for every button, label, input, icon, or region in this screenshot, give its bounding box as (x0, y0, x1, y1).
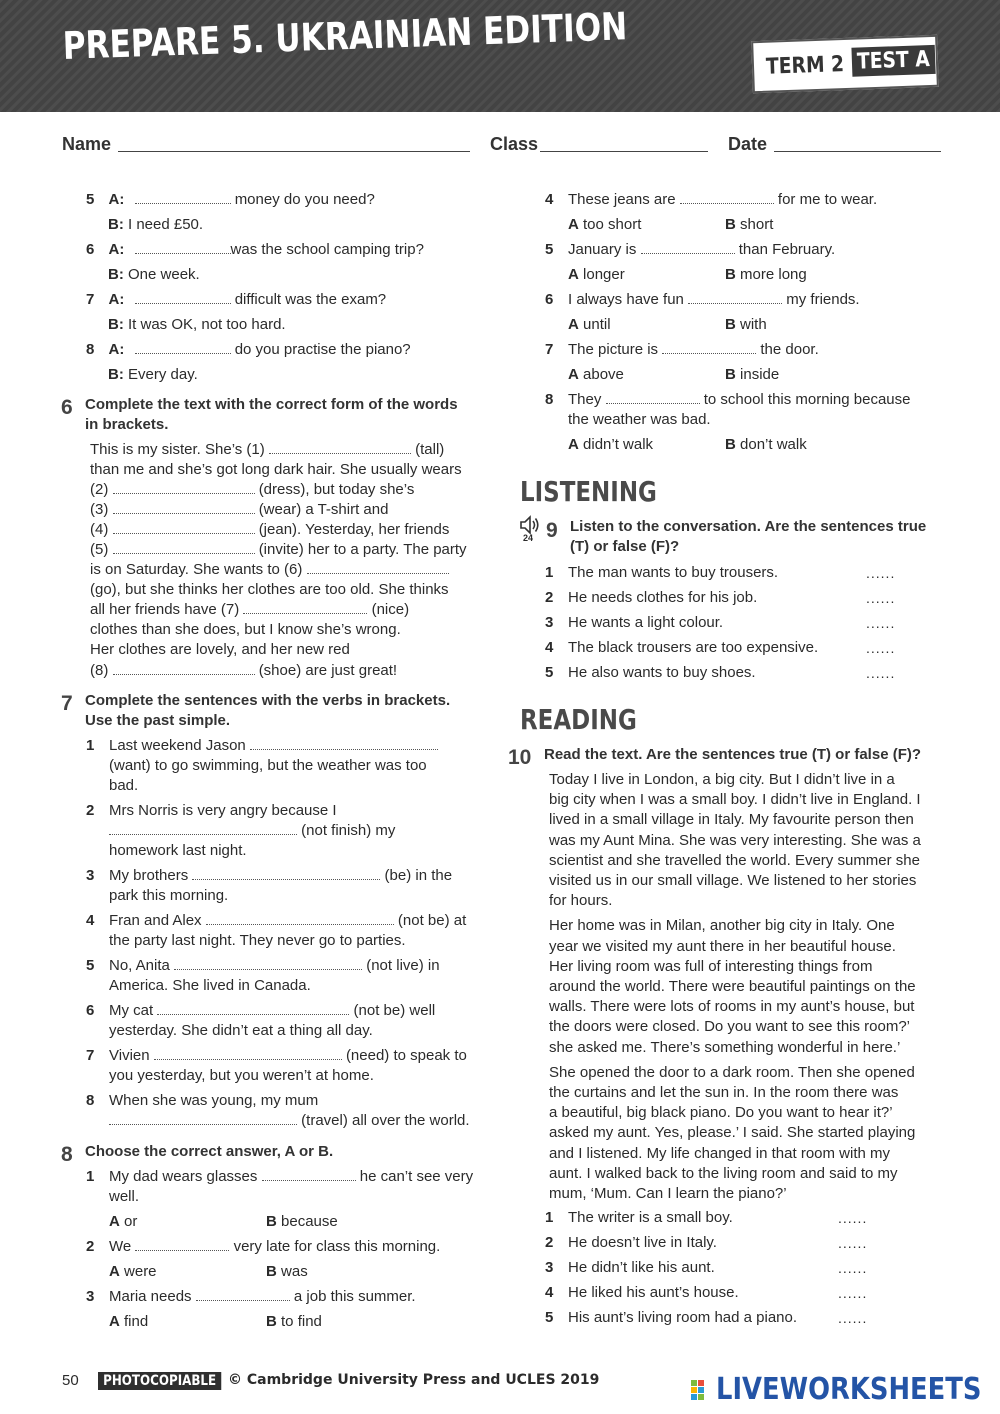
option-letter: A (568, 366, 579, 383)
passage-line: for hours. (549, 892, 613, 910)
item-number: 1 (545, 564, 554, 581)
date-field[interactable] (774, 151, 941, 152)
option-b[interactable] (266, 1312, 322, 1332)
section-6-instruction-1: Complete the text with the correct form of the words (85, 396, 458, 413)
option-letter: B (725, 366, 736, 383)
track-number: 24 (523, 533, 534, 543)
question-text: do you practise the piano? (234, 341, 411, 358)
sentence: My dad wears glasses (109, 1168, 258, 1185)
sentence: They (568, 391, 602, 408)
section-7-instruction-2: Use the past simple. (85, 712, 231, 729)
sentence: January is (568, 241, 637, 258)
speaker-a: A: (108, 191, 125, 208)
sentence: (want) to go swimming, but the weather was too (109, 757, 427, 774)
item-number: 8 (545, 391, 554, 408)
answer-blank[interactable] (135, 290, 231, 304)
text-line: (nice) (371, 601, 410, 618)
text-line: than me and she’s got long dark hair. She usually wears (90, 461, 462, 478)
option-a[interactable] (568, 365, 624, 385)
section-8-instruction: Choose the correct answer, A or B. (85, 1143, 334, 1160)
option-text: to find (281, 1313, 322, 1330)
option-b[interactable] (266, 1212, 338, 1232)
option-b[interactable] (725, 265, 807, 285)
sentence: than February. (738, 241, 836, 258)
option-text: was (281, 1263, 308, 1280)
answer-blank-2[interactable] (113, 480, 255, 494)
option-text: until (583, 316, 611, 333)
answer-blank[interactable] (688, 290, 782, 304)
option-b[interactable] (266, 1262, 308, 1282)
section-9-instruction-2: (T) or false (F)? (570, 538, 680, 555)
answer-blank[interactable] (154, 1046, 342, 1060)
text-line: (dress), but today she’s (258, 481, 415, 498)
option-b[interactable] (725, 215, 773, 235)
s5-item-7-reply (108, 315, 286, 335)
item-number: 4 (545, 639, 554, 656)
statement: He liked his aunt’s house. (568, 1284, 739, 1301)
sentence: America. She lived in Canada. (109, 977, 311, 994)
text-line: (5) (90, 541, 109, 558)
sentence: he can’t see very (359, 1168, 474, 1185)
tf-answer-blank[interactable]: ...... (838, 1235, 868, 1251)
passage-line: big city when I was a small boy. I didn’t live in England. I (549, 791, 921, 809)
sentence: Maria needs (109, 1288, 192, 1305)
item-number: 3 (545, 614, 554, 631)
answer-blank[interactable] (606, 390, 700, 404)
item-number: 4 (545, 1284, 554, 1301)
option-text: were (124, 1263, 157, 1280)
section-9-instruction-1: Listen to the conversation. Are the sentences true (570, 518, 927, 535)
s5-item-8-reply (108, 365, 198, 385)
answer-blank[interactable] (174, 956, 362, 970)
section-7-instruction-1: Complete the sentences with the verbs in brackets. (85, 692, 451, 709)
sentence: park this morning. (109, 887, 229, 904)
s5-item-5 (86, 190, 375, 210)
sentence: homework last night. (109, 842, 247, 859)
statement: His aunt’s living room had a piano. (568, 1309, 798, 1326)
passage-line: Her home was in Milan, another big city in Italy. One (549, 917, 895, 935)
answer-blank[interactable] (206, 911, 394, 925)
option-text: because (281, 1213, 338, 1230)
passage-line: the doors were closed. Do you want to see this room?’ (549, 1018, 911, 1036)
item-number: 1 (86, 1168, 95, 1185)
option-letter: A (109, 1313, 120, 1330)
answer-blank-8[interactable] (113, 661, 255, 675)
sentence: These jeans are (568, 191, 676, 208)
sentence: No, Anita (109, 957, 170, 974)
reply-text: I need £50. (128, 216, 204, 233)
passage-line: a beautiful, big black piano. Do you want to hear it?’ (549, 1104, 893, 1122)
item-number: 3 (86, 867, 95, 884)
passage-line: aunt. I walked back to the living room and said to my (549, 1164, 898, 1182)
item-number: 4 (86, 912, 95, 929)
item-number: 8 (86, 341, 95, 358)
item-number: 5 (545, 1309, 554, 1326)
sentence: a job this summer. (293, 1288, 416, 1305)
sentence: the weather was bad. (568, 411, 711, 428)
class-field[interactable] (540, 151, 708, 152)
statement: He didn’t like his aunt. (568, 1259, 715, 1276)
item-number: 5 (545, 241, 554, 258)
reply-text: One week. (128, 266, 200, 283)
audio-speaker-icon[interactable] (519, 515, 541, 543)
option-text: didn’t walk (583, 436, 654, 453)
answer-blank-1[interactable] (269, 440, 411, 454)
statement: He needs clothes for his job. (568, 589, 758, 606)
sentence: bad. (109, 777, 139, 794)
passage-line: scientist and she travelled the world. Every summer she (549, 851, 920, 869)
answer-blank[interactable] (157, 1001, 349, 1015)
text-line: (tall) (415, 441, 445, 458)
section-6-number: 6 (61, 396, 73, 419)
answer-blank[interactable] (662, 340, 756, 354)
option-letter: B (266, 1213, 277, 1230)
passage-line: year we visited my aunt there in her beautiful house. (549, 937, 896, 955)
photocopiable-badge: PHOTOCOPIABLE (98, 1372, 221, 1390)
text-line: (wear) a T-shirt and (258, 501, 389, 518)
question-text: money do you need? (234, 191, 375, 208)
item-number: 4 (545, 191, 554, 208)
section-7-number: 7 (61, 692, 73, 715)
item-number: 1 (545, 1209, 554, 1226)
option-letter: A (568, 216, 579, 233)
passage-line: mum, ‘Mum. Can I learn the piano?’ (549, 1185, 787, 1202)
option-b[interactable] (725, 435, 807, 455)
statement: The writer is a small boy. (568, 1209, 733, 1226)
answer-blank[interactable] (262, 1167, 356, 1181)
page-number: 50 (62, 1372, 79, 1389)
sentence: My brothers (109, 867, 189, 884)
answer-blank[interactable] (680, 190, 774, 204)
option-letter: B (725, 436, 736, 453)
text-line: (invite) her to a party. The party (258, 541, 467, 558)
speaker-b: B: (108, 366, 124, 383)
passage-line: the curtains and let the sun in. In the room there was (549, 1084, 899, 1101)
test-label: TEST A (851, 45, 935, 77)
sentence: Mrs Norris is very angry because I (109, 802, 337, 819)
answer-blank-6[interactable] (307, 560, 449, 574)
passage-line: She opened the door to a dark room. Then she opened (549, 1063, 915, 1081)
passage-line: walls. There were lots of rooms in my aunt’s house, but (549, 998, 915, 1016)
sentence: (not finish) my (301, 822, 396, 839)
option-letter: B (266, 1263, 277, 1280)
sentence: you yesterday, but you weren’t at home. (109, 1067, 374, 1084)
term-label: TERM 2 (765, 52, 845, 80)
option-text: short (740, 216, 774, 233)
item-number: 6 (545, 291, 554, 308)
listening-heading: LISTENING (520, 475, 657, 508)
item-number: 2 (86, 1238, 95, 1255)
tf-answer-blank[interactable]: ...... (866, 665, 896, 681)
item-number: 1 (86, 737, 95, 754)
passage-line: lived in a small village in Italy. My favourite person then (549, 811, 914, 829)
s5-item-5-reply (108, 215, 203, 235)
passage-line: visited us in our small village. We listened to her stories (549, 872, 917, 889)
option-letter: A (568, 436, 579, 453)
option-a[interactable] (109, 1262, 157, 1282)
sentence: Fran and Alex (109, 912, 202, 929)
option-a[interactable] (109, 1312, 148, 1332)
sentence: When she was young, my mum (109, 1092, 319, 1109)
statement: The black trousers are too expensive. (568, 639, 819, 656)
sentence: The picture is (568, 341, 659, 358)
speaker-a: A: (108, 291, 125, 308)
tf-answer-blank[interactable]: ...... (838, 1210, 868, 1226)
option-a[interactable] (568, 215, 641, 235)
text-line: This is my sister. She’s (1) (90, 441, 265, 458)
text-line: (8) (90, 662, 109, 679)
sentence: very late for class this morning. (233, 1238, 441, 1255)
answer-blank[interactable] (192, 866, 380, 880)
option-a[interactable] (568, 265, 625, 285)
tf-answer-blank[interactable]: ...... (866, 640, 896, 656)
item-number: 6 (86, 1002, 95, 1019)
item-number: 7 (545, 341, 554, 358)
option-letter: B (725, 316, 736, 333)
option-letter: A (568, 266, 579, 283)
option-a[interactable] (568, 435, 653, 455)
answer-blank[interactable] (250, 736, 438, 750)
sentence: yesterday. She didn’t eat a thing all day. (109, 1022, 373, 1039)
sentence: well. (109, 1188, 140, 1205)
passage-line: around the world. There were beautiful paintings on the (549, 978, 916, 995)
passage-line: was my Aunt Mina. She was very interesting. She was a (549, 831, 921, 849)
answer-blank[interactable] (109, 1111, 297, 1125)
item-number: 5 (86, 191, 95, 208)
speaker-b: B: (108, 216, 124, 233)
sentence: (be) in the (384, 867, 453, 884)
text-line: (shoe) are just great! (258, 662, 398, 679)
reading-heading: READING (520, 703, 637, 736)
option-text: or (124, 1213, 138, 1230)
option-text: inside (740, 366, 780, 383)
answer-blank[interactable] (135, 190, 231, 204)
s5-item-6-reply (108, 265, 200, 285)
tf-answer-blank[interactable]: ...... (866, 565, 896, 581)
s5-item-7 (86, 290, 386, 310)
name-field[interactable] (118, 151, 470, 152)
statement: He also wants to buy shoes. (568, 664, 756, 681)
sentence: the door. (760, 341, 819, 358)
tf-answer-blank[interactable]: ...... (838, 1285, 868, 1301)
copyright: © Cambridge University Press and UCLES 2019 (228, 1372, 600, 1388)
passage-line: asked my aunt. Yes, please.’ I said. She started playing (549, 1124, 916, 1142)
option-text: don’t walk (740, 436, 807, 453)
class-label: Class (490, 134, 539, 154)
item-number: 2 (545, 589, 554, 606)
sentence: (not be) well (353, 1002, 436, 1019)
section-6-instruction-2: in brackets. (85, 416, 169, 433)
statement: He doesn’t live in Italy. (568, 1234, 717, 1251)
reply-text: It was OK, not too hard. (128, 316, 286, 333)
text-line: clothes than she does, but I know she’s wrong. (90, 621, 401, 638)
sentence: Last weekend Jason (109, 737, 246, 754)
reply-text: Every day. (128, 366, 198, 383)
date-label: Date (728, 134, 768, 154)
passage-line: she asked me. There’s something wonderful in here.’ (549, 1038, 901, 1056)
speaker-a: A: (108, 341, 125, 358)
passage-line: and I listened. My life changed in that room with my (549, 1144, 891, 1162)
text-line: (3) (90, 501, 109, 518)
item-number: 2 (86, 802, 95, 819)
option-letter: A (109, 1213, 120, 1230)
statement: He wants a light colour. (568, 614, 724, 631)
sentence: (need) to speak to (345, 1047, 467, 1064)
speaker-b: B: (108, 316, 124, 333)
question-text: was the school camping trip? (230, 241, 424, 258)
answer-blank[interactable] (109, 821, 297, 835)
s5-item-8 (86, 340, 411, 360)
section-10-number: 10 (508, 746, 532, 769)
item-number: 8 (86, 1092, 95, 1109)
text-line: (jean). Yesterday, her friends (258, 521, 450, 538)
liveworksheets-logo-icon (690, 1379, 712, 1408)
text-line: (2) (90, 481, 109, 498)
item-number: 7 (86, 291, 95, 308)
speaker-b: B: (108, 266, 124, 283)
item-number: 5 (545, 664, 554, 681)
statement: The man wants to buy trousers. (568, 564, 779, 581)
name-label: Name (62, 134, 112, 154)
answer-blank[interactable] (641, 240, 735, 254)
passage-line: Her living room was full of interesting things from (549, 957, 873, 975)
passage-line: Today I live in London, a big city. But I didn’t live in a (549, 771, 895, 788)
option-letter: A (109, 1263, 120, 1280)
option-letter: B (266, 1313, 277, 1330)
option-b[interactable] (725, 315, 767, 335)
item-number: 5 (86, 957, 95, 974)
option-text: above (583, 366, 624, 383)
text-line: (go), but she thinks her clothes are too old. She thinks (90, 581, 449, 598)
sentence: (travel) all over the world. (301, 1112, 470, 1129)
sentence: Vivien (109, 1047, 150, 1064)
sentence: my friends. (786, 291, 860, 308)
liveworksheets-brand: LIVEWORKSHEETS (716, 1372, 982, 1407)
speaker-a: A: (108, 241, 125, 258)
text-line: Her clothes are lovely, and her new red (90, 641, 350, 658)
answer-blank-7[interactable] (243, 600, 367, 614)
sentence: (not be) at (397, 912, 467, 929)
sentence: for me to wear. (777, 191, 878, 208)
answer-blank-4[interactable] (113, 520, 255, 534)
sentence: (not live) in (366, 957, 440, 974)
item-number: 3 (545, 1259, 554, 1276)
section-10-instruction: Read the text. Are the sentences true (T) or false (F)? (544, 746, 922, 763)
section-9-number: 9 (546, 519, 558, 542)
option-text: longer (583, 266, 625, 283)
text-line: (4) (90, 521, 109, 538)
term-box (751, 35, 939, 93)
answer-blank[interactable] (135, 240, 231, 254)
option-text: more long (740, 266, 807, 283)
section-8-number: 8 (61, 1143, 73, 1166)
answer-blank-3[interactable] (113, 500, 255, 514)
sentence: We (109, 1238, 132, 1255)
text-line: all her friends have (7) (90, 601, 240, 618)
option-a[interactable] (568, 315, 611, 335)
question-text: difficult was the exam? (234, 291, 387, 308)
tf-answer-blank[interactable]: ...... (838, 1310, 868, 1326)
option-a[interactable] (109, 1212, 137, 1232)
sentence: I always have fun (568, 291, 684, 308)
tf-answer-blank[interactable]: ...... (866, 590, 896, 606)
sentence: My cat (109, 1002, 154, 1019)
item-number: 6 (86, 241, 95, 258)
answer-blank-5[interactable] (113, 540, 255, 554)
sentence: the party last night. They never go to parties. (109, 932, 406, 949)
item-number: 3 (86, 1288, 95, 1305)
s5-item-6 (86, 240, 424, 260)
tf-answer-blank[interactable]: ...... (866, 615, 896, 631)
item-number: 2 (545, 1234, 554, 1251)
worksheet-title: PREPARE 5. UKRAINIAN EDITION (62, 4, 628, 68)
option-b[interactable] (725, 365, 779, 385)
header-banner (0, 0, 1000, 112)
option-text: find (124, 1313, 149, 1330)
option-letter: A (568, 316, 579, 333)
answer-blank[interactable] (135, 340, 231, 354)
answer-blank[interactable] (135, 1237, 229, 1251)
option-text: with (740, 316, 767, 333)
option-text: too short (583, 216, 642, 233)
tf-answer-blank[interactable]: ...... (838, 1260, 868, 1276)
option-letter: B (725, 216, 736, 233)
answer-blank[interactable] (196, 1287, 290, 1301)
item-number: 7 (86, 1047, 95, 1064)
text-line: is on Saturday. She wants to (6) (90, 561, 303, 578)
option-letter: B (725, 266, 736, 283)
sentence: to school this morning because (703, 391, 911, 408)
